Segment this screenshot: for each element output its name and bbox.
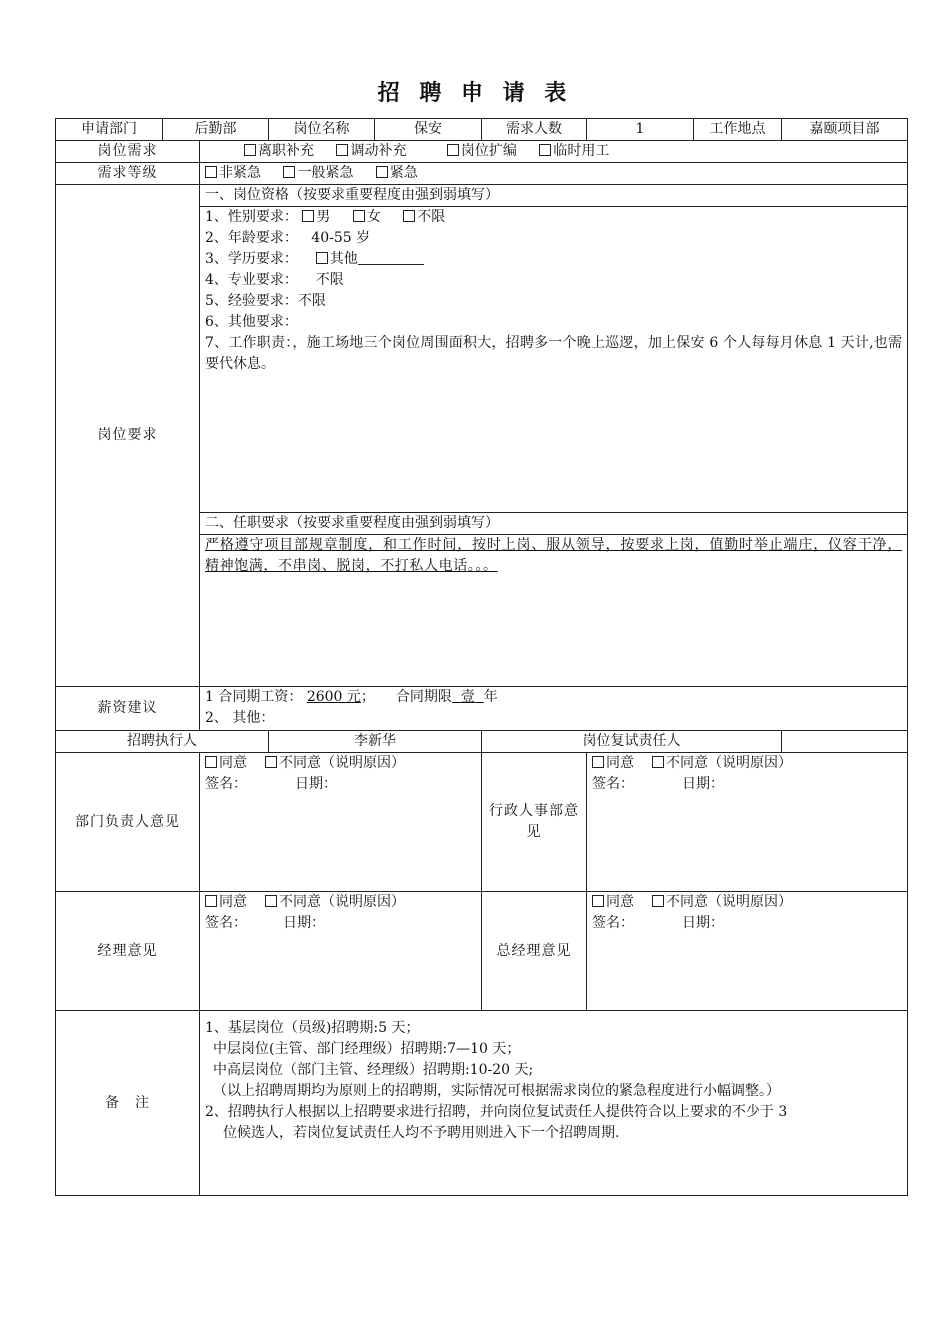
checkbox-icon	[447, 144, 459, 156]
major-value[interactable]: 不限	[315, 272, 344, 288]
checkbox-icon	[652, 895, 664, 907]
disagree-option[interactable]: 不同意（说明原因）	[265, 894, 405, 910]
post-label: 岗位名称	[269, 119, 375, 141]
remark-line: 1、基层岗位（员级)招聘期:5 天；	[205, 1020, 420, 1036]
requirements-row	[56, 185, 908, 687]
checkbox-icon	[265, 756, 277, 768]
checkbox-icon	[205, 756, 217, 768]
gm-opinion	[587, 892, 908, 1011]
count-value[interactable]: 1	[587, 119, 694, 141]
salary-label: 薪资建议	[56, 687, 200, 731]
remark-line: 中层岗位(主管、部门经理级）招聘期:7—10 天；	[213, 1041, 521, 1057]
checkbox-icon	[205, 166, 217, 178]
remark-line: 2、招聘执行人根据以上招聘要求进行招聘，并向岗位复试责任人提供符合以上要求的不少于 3	[205, 1104, 788, 1120]
sign-field[interactable]: 签名：	[205, 915, 247, 931]
sign-field[interactable]: 签名：	[205, 776, 247, 792]
age-row: 2、年龄要求： 40-55 岁	[205, 230, 371, 246]
checkbox-icon	[592, 895, 604, 907]
header-row	[56, 119, 908, 141]
salary-amount[interactable]: 2600 元	[306, 689, 361, 705]
remark-line: （以上招聘周期均为原则上的招聘期，实际情况可根据需求岗位的紧急程度进行小幅调整。）	[213, 1083, 780, 1099]
other-row: 6、其他要求：	[205, 314, 298, 330]
date-field[interactable]: 日期：	[283, 915, 325, 931]
level-option[interactable]: 紧急	[376, 165, 418, 181]
salary-line-1: 1 合同期工资： 2600 元； 合同期限 壹 年	[205, 689, 498, 705]
remarks-content	[200, 1011, 908, 1196]
review-value[interactable]	[782, 731, 908, 753]
recruitment-form	[55, 118, 908, 1196]
checkbox-icon	[302, 210, 314, 222]
checkbox-icon	[376, 166, 388, 178]
disagree-option[interactable]: 不同意（说明原因）	[652, 755, 792, 771]
remarks-label: 备 注	[56, 1011, 200, 1196]
gender-option[interactable]: 不限	[403, 209, 445, 225]
dept-head-label: 部门负责人意见	[56, 753, 200, 892]
checkbox-icon	[539, 144, 551, 156]
level-option[interactable]: 一般紧急	[283, 165, 353, 181]
executor-label: 招聘执行人	[56, 731, 269, 753]
place-label: 工作地点	[694, 119, 782, 141]
section-2-text: 严格遵守项目部规章制度，和工作时间，按时上岗、服从领导，按要求上岗，值勤时举止端庄，仪容干净，精神饱满，不串岗、脱岗，不打私人电话。。。	[205, 537, 902, 574]
remark-line: 中高层岗位（部门主管、经理级）招聘期:10-20 天;	[213, 1062, 534, 1078]
dept-label: 申请部门	[56, 119, 163, 141]
checkbox-icon	[283, 166, 295, 178]
agree-option[interactable]: 同意	[205, 894, 247, 910]
level-options	[200, 163, 908, 185]
executor-value[interactable]: 李新华	[269, 731, 482, 753]
salary-line-2: 2、 其他：	[205, 710, 275, 726]
sign-field[interactable]: 签名：	[592, 915, 634, 931]
need-row	[56, 141, 908, 163]
executor-row	[56, 731, 908, 753]
remarks-row	[56, 1011, 908, 1196]
checkbox-icon	[316, 252, 328, 264]
major-row: 4、专业要求： 不限	[205, 272, 344, 288]
remark-line: 位候选人，若岗位复试责任人均不予聘用则进入下一个招聘周期.	[223, 1125, 620, 1141]
opinion-row-2	[56, 892, 908, 1011]
need-option[interactable]: 临时用工	[539, 143, 609, 159]
agree-option[interactable]: 同意	[205, 755, 247, 771]
review-label: 岗位复试责任人	[482, 731, 782, 753]
hr-opinion	[587, 753, 908, 892]
hr-label: 行政人事部意见	[482, 753, 587, 892]
duty-text: 7、工作职责：，施工场地三个岗位周围面积大，招聘多一个晚上巡逻，加上保安 6 个人每每月休息 1 天计,也需要代休息。	[205, 335, 902, 372]
section-1-body	[205, 207, 902, 512]
edu-blank[interactable]	[358, 251, 424, 265]
requirements-content	[200, 185, 908, 687]
exp-row: 5、经验要求：不限	[205, 293, 326, 309]
edu-row: 3、学历要求： 其他	[205, 249, 902, 270]
checkbox-icon	[652, 756, 664, 768]
need-options	[200, 141, 908, 163]
section-1-title: 一、岗位资格（按要求重要程度由强到弱填写）	[200, 185, 907, 207]
opinion-row-1	[56, 753, 908, 892]
need-option[interactable]: 岗位扩编	[447, 143, 517, 159]
checkbox-icon	[353, 210, 365, 222]
date-field[interactable]: 日期：	[295, 776, 337, 792]
date-field[interactable]: 日期：	[682, 915, 724, 931]
sign-field[interactable]: 签名：	[592, 776, 634, 792]
post-value[interactable]: 保安	[375, 119, 482, 141]
age-value[interactable]: 40-55 岁	[311, 230, 371, 246]
agree-option[interactable]: 同意	[592, 894, 634, 910]
dept-head-opinion	[200, 753, 482, 892]
manager-label: 经理意见	[56, 892, 200, 1011]
place-value[interactable]: 嘉颐项目部	[782, 119, 908, 141]
need-option[interactable]: 调动补充	[336, 143, 406, 159]
disagree-option[interactable]: 不同意（说明原因）	[652, 894, 792, 910]
level-row	[56, 163, 908, 185]
salary-row	[56, 687, 908, 731]
salary-content	[200, 687, 908, 731]
requirements-label: 岗位要求	[56, 185, 200, 687]
checkbox-icon	[265, 895, 277, 907]
gender-row: 1、性别要求： 男 女 不限	[205, 209, 446, 225]
gm-label: 总经理意见	[482, 892, 587, 1011]
checkbox-icon	[403, 210, 415, 222]
checkbox-icon	[336, 144, 348, 156]
checkbox-icon	[592, 756, 604, 768]
need-option[interactable]: 离职补充	[244, 143, 314, 159]
date-field[interactable]: 日期：	[682, 776, 724, 792]
page-title: 招 聘 申 请 表	[377, 80, 573, 106]
section-2-title: 二、任职要求（按要求重要程度由强到弱填写）	[200, 512, 907, 535]
exp-value[interactable]: 不限	[297, 293, 326, 309]
level-label: 需求等级	[56, 163, 200, 185]
edu-option[interactable]: 其他	[316, 251, 358, 267]
manager-opinion	[200, 892, 482, 1011]
need-label: 岗位需求	[56, 141, 200, 163]
level-option[interactable]: 非紧急	[205, 165, 261, 181]
disagree-option[interactable]: 不同意（说明原因）	[265, 755, 405, 771]
gender-option[interactable]: 女	[353, 209, 381, 225]
checkbox-icon	[244, 144, 256, 156]
contract-term[interactable]: 壹	[460, 689, 475, 705]
count-label: 需求人数	[482, 119, 587, 141]
agree-option[interactable]: 同意	[592, 755, 634, 771]
checkbox-icon	[205, 895, 217, 907]
gender-option[interactable]: 男	[302, 209, 330, 225]
dept-value[interactable]: 后勤部	[163, 119, 269, 141]
